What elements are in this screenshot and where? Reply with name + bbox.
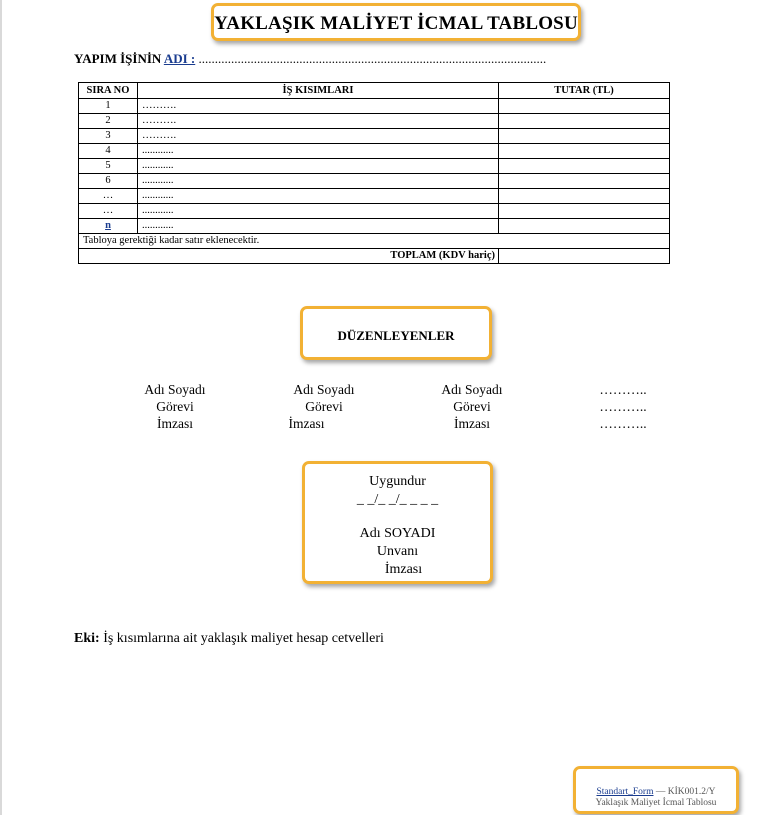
row-amount [499, 219, 670, 234]
signatory-name-label: Adı Soyadı [293, 382, 355, 397]
row-no-n-link[interactable]: n [79, 219, 138, 234]
row-amount [499, 174, 670, 189]
table-row [79, 204, 670, 219]
approval-spacer [305, 509, 490, 525]
signatory-sign-label: İmzası [288, 416, 325, 431]
attachment-text: İş kısımlarına ait yaklaşık maliyet hesap cetvelleri [99, 631, 384, 646]
signatory-role-label: Görevi [305, 399, 343, 414]
signatory-role-label: Görevi [156, 399, 194, 414]
row-item: ………. [138, 129, 499, 144]
approval-block [305, 473, 490, 579]
row-no: 5 [79, 159, 138, 174]
footer-subtitle: Yaklaşık Maliyet İcmal Tablosu [595, 798, 717, 808]
cost-summary-table [78, 82, 670, 264]
row-item: ............ [138, 144, 499, 159]
attachment-line [74, 631, 384, 647]
row-amount [499, 204, 670, 219]
signatory-name-label: Adı Soyadı [441, 382, 503, 397]
row-no: 4 [79, 144, 138, 159]
row-item: ………. [138, 99, 499, 114]
row-amount [499, 114, 670, 129]
table-row [79, 174, 670, 189]
approval-date: _ _/_ _/_ _ _ _ [356, 492, 439, 507]
total-value [499, 249, 670, 264]
title-frame [211, 3, 581, 41]
signatory-name-label: Adı Soyadı [144, 382, 206, 397]
table-note-row [79, 234, 670, 249]
table-row [79, 189, 670, 204]
row-no: … [79, 189, 138, 204]
project-label-adi-link[interactable]: ADI : [163, 51, 196, 66]
signatory-3 [427, 381, 517, 432]
duzenleyenler-heading: DÜZENLEYENLER [337, 328, 455, 343]
footer-form-code: — KİK001.2/Y [653, 787, 716, 797]
signatory-4 [583, 381, 663, 432]
row-amount [499, 99, 670, 114]
document-title: YAKLAŞIK MALİYET İCMAL TABLOSU [214, 13, 578, 34]
footer-form-line [576, 787, 736, 798]
table-header-row [79, 83, 670, 99]
row-no: 3 [79, 129, 138, 144]
approval-sign: İmzası [384, 562, 423, 577]
footer-form-link[interactable]: Standart_Form [596, 787, 654, 797]
row-item: ………. [138, 114, 499, 129]
table-row [79, 219, 670, 234]
project-name-placeholder: ........................................................................................................... [195, 51, 547, 66]
table-note: Tabloya gerektiği kadar satır eklenecektir. [79, 234, 670, 249]
signatory-sign-label: İmzası [454, 416, 490, 431]
project-name-line [74, 51, 546, 67]
signatory-name-placeholder: ……….. [599, 382, 647, 397]
row-amount [499, 159, 670, 174]
row-no: 6 [79, 174, 138, 189]
row-no: … [79, 204, 138, 219]
row-item: ............ [138, 204, 499, 219]
signatory-role-placeholder: ……….. [599, 399, 647, 414]
row-item: ............ [138, 174, 499, 189]
project-label: YAPIM İŞİNİN [74, 51, 164, 66]
row-amount [499, 144, 670, 159]
header-tutar: TUTAR (TL) [499, 83, 670, 99]
row-amount [499, 189, 670, 204]
approval-uygundur: Uygundur [369, 474, 426, 489]
duzenleyenler-frame [300, 306, 492, 360]
table-total-row [79, 249, 670, 264]
signatory-sign-label: İmzası [157, 416, 193, 431]
table-row [79, 129, 670, 144]
table-row [79, 159, 670, 174]
signatory-sign-placeholder: ……….. [599, 416, 647, 431]
approval-name: Adı SOYADI [359, 526, 436, 541]
signatory-2 [279, 381, 369, 432]
row-item: ............ [138, 189, 499, 204]
table-row [79, 114, 670, 129]
header-sira-no: SIRA NO [79, 83, 138, 99]
page-edge [0, 0, 2, 815]
signatory-1 [130, 381, 220, 432]
attachment-label: Eki: [74, 631, 100, 646]
row-no: 2 [79, 114, 138, 129]
approval-title: Unvanı [376, 544, 419, 559]
row-item: ............ [138, 219, 499, 234]
header-is-kisimlari: İŞ KISIMLARI [138, 83, 499, 99]
row-item: ............ [138, 159, 499, 174]
table-row [79, 144, 670, 159]
row-amount [499, 129, 670, 144]
footer-block [576, 787, 736, 809]
table-row [79, 99, 670, 114]
signatory-role-label: Görevi [453, 399, 491, 414]
total-label: TOPLAM (KDV hariç) [79, 249, 499, 264]
approval-frame [302, 461, 493, 584]
row-no: 1 [79, 99, 138, 114]
footer-frame [573, 766, 739, 814]
